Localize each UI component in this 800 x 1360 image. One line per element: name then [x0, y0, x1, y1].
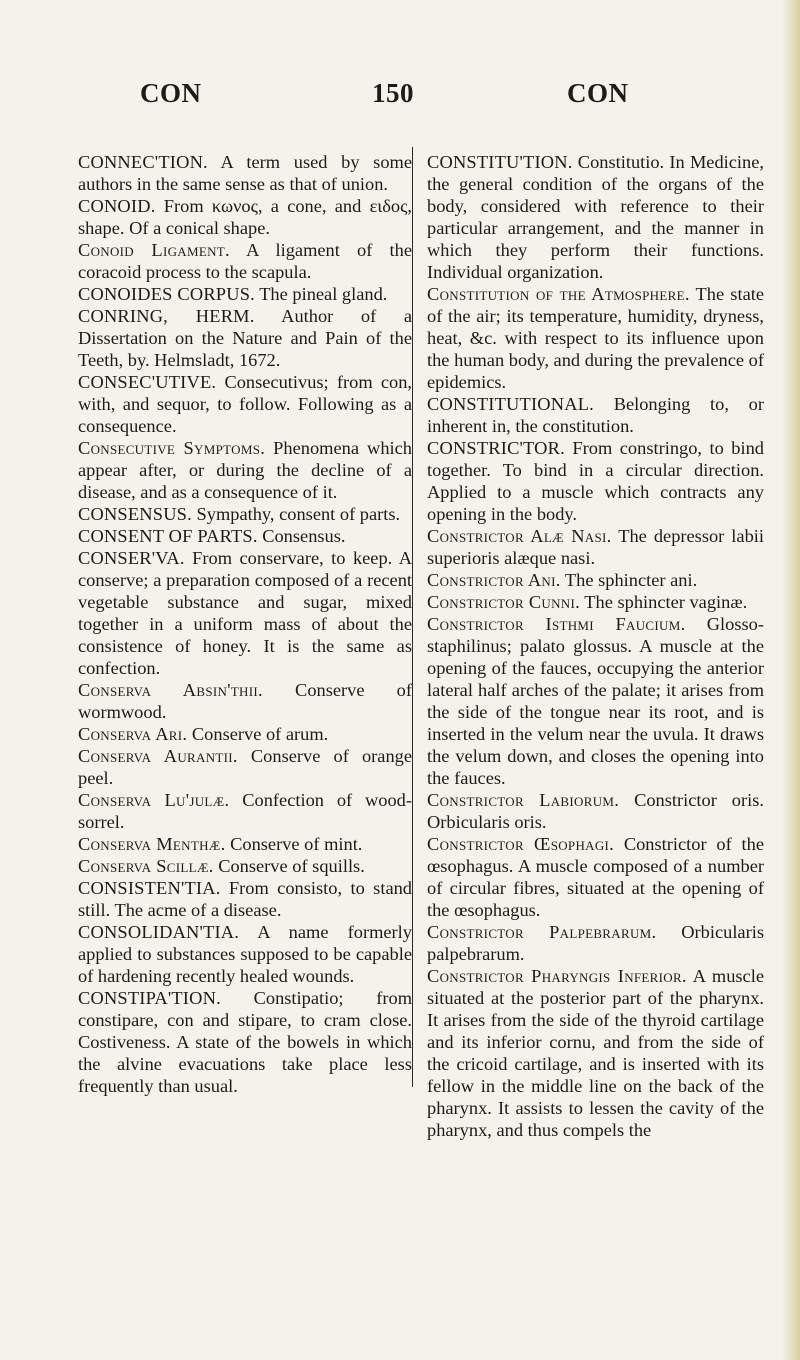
dictionary-entry — [427, 965, 764, 1141]
entry-definition: Conserve of orange peel. — [78, 746, 412, 788]
entry-definition: A name formerly applied to substances supposed to be capable of hardening recently healed wounds. — [78, 922, 412, 986]
entry-headword: Constrictor Palpebrarum. — [427, 922, 657, 942]
entry-headword: CONNEC'TION. — [78, 152, 208, 172]
entry-headword: CONRING, HERM. — [78, 306, 255, 326]
dictionary-entry — [78, 745, 412, 789]
entry-headword: Conserva Aurantii. — [78, 746, 238, 766]
entry-definition: The sphincter vaginæ. — [580, 592, 748, 612]
entry-definition: From consisto, to stand still. The acme of a disease. — [78, 878, 412, 920]
entry-definition: Conserve of arum. — [187, 724, 329, 744]
dictionary-entry — [427, 833, 764, 921]
entry-definition: Glosso-staphilinus; palato glossus. A muscle at the opening of the fauces, occupying the anterior lateral half arches of the palate; it arises from the side of the tongue near its root, and is inserted in the velum near the uvula. It draws the velum down, and closes the opening into the fauces. — [427, 614, 764, 788]
entry-headword: Conserva Absin'thii. — [78, 680, 263, 700]
left-column — [78, 151, 412, 1097]
dictionary-entry — [78, 789, 412, 833]
dictionary-entry — [78, 283, 412, 305]
entry-definition: The pineal gland. — [254, 284, 388, 304]
entry-headword: CONSTRIC'TOR. — [427, 438, 565, 458]
dictionary-entry — [78, 151, 412, 195]
entry-definition: A muscle situated at the posterior part of the pharynx. It arises from the side of the thyroid cartilage and its inferior cornu, and from the side of the cricoid cartilage, and is inserted with its fellow in the middle line on the back of the pharynx. It assists to lessen the cavity of the pharynx, and thus compels the — [427, 966, 764, 1140]
running-header — [0, 78, 800, 118]
dictionary-entry — [427, 921, 764, 965]
entry-headword: Constrictor Ani. — [427, 570, 561, 590]
entry-headword: CONSOLIDAN'TIA. — [78, 922, 240, 942]
entry-definition: Author of a Dissertation on the Nature and Pain of the Teeth, by. Helmsladt, 1672. — [78, 306, 412, 370]
entry-definition: From constringo, to bind together. To bind in a circular direction. Applied to a muscle which contracts any opening in the body. — [427, 438, 764, 524]
entry-definition: Consecutivus; from con, with, and sequor, to follow. Following as a consequence. — [78, 372, 412, 436]
page-edge — [782, 0, 800, 1360]
dictionary-entry — [78, 305, 412, 371]
dictionary-entry — [427, 393, 764, 437]
entry-headword: CONSENT OF PARTS. — [78, 526, 258, 546]
entry-definition: The depressor labii superioris alæque nasi. — [427, 526, 764, 568]
entry-definition: Sympathy, consent of parts. — [191, 504, 401, 524]
dictionary-entry — [427, 789, 764, 833]
entry-headword: Constrictor Alæ Nasi. — [427, 526, 612, 546]
entry-definition: Conserve of squills. — [213, 856, 365, 876]
entry-definition: The state of the air; its temperature, humidity, dryness, heat, &c. with respect to its influence upon the human body, and during the prevalence of epidemics. — [427, 284, 765, 392]
dictionary-entry — [427, 525, 764, 569]
entry-definition: Constipatio; from constipare, con and stipare, to cram close. Costiveness. A state of the bowels in which the alvine evacuations take place less frequently than usual. — [78, 988, 412, 1096]
entry-headword: Constrictor Œsophagi. — [427, 834, 615, 854]
entry-definition: From conservare, to keep. A conserve; a preparation composed of a recent vegetable substance and sugar, mixed together in a uniform mass of about the consistence of honey. It is the same as confection. — [78, 548, 412, 678]
entry-headword: Conserva Menthæ. — [78, 834, 226, 854]
entry-headword: CONSENSUS. — [78, 504, 192, 524]
entry-headword: CONSEC'UTIVE. — [78, 372, 217, 392]
entry-definition: Conserve of wormwood. — [78, 680, 412, 722]
dictionary-entry — [78, 723, 412, 745]
entry-headword: Constrictor Isthmi Faucium. — [427, 614, 686, 634]
entry-headword: Conserva Ari. — [78, 724, 188, 744]
entry-definition: Constrictor of the œsophagus. A muscle composed of a number of circular fibres, situated at the opening of the œsophagus. — [427, 834, 764, 920]
dictionary-entry — [78, 239, 412, 283]
dictionary-entry — [427, 613, 764, 789]
entry-headword: CONSER'VA. — [78, 548, 185, 568]
entry-definition: Conserve of mint. — [225, 834, 363, 854]
header-left-guide-word: CON — [140, 78, 202, 108]
entry-headword: CONOIDES CORPUS. — [78, 284, 255, 304]
dictionary-entry — [427, 437, 764, 525]
entry-headword: Conserva Lu'julæ. — [78, 790, 230, 810]
dictionary-entry — [427, 283, 764, 393]
dictionary-entry — [78, 877, 412, 921]
entry-definition: A term used by some authors in the same sense as that of union. — [78, 152, 412, 194]
entry-headword: CONSTIPA'TION. — [78, 988, 221, 1008]
entry-headword: Constrictor Cunni. — [427, 592, 581, 612]
entry-headword: Conserva Scillæ. — [78, 856, 214, 876]
header-right-guide-word: CON — [567, 78, 629, 108]
dictionary-entry — [78, 195, 412, 239]
entry-headword: Constrictor Pharyngis Inferior. — [427, 966, 687, 986]
dictionary-entry — [78, 855, 412, 877]
dictionary-entry — [78, 833, 412, 855]
entry-definition: Constrictor oris. Orbicularis oris. — [427, 790, 764, 832]
dictionary-entry — [78, 371, 412, 437]
entry-headword: Constitution of the Atmosphere. — [427, 284, 690, 304]
entry-headword: Consecutive Symptoms. — [78, 438, 266, 458]
dictionary-entry — [78, 921, 412, 987]
entry-definition: The sphincter ani. — [560, 570, 698, 590]
dictionary-entry — [427, 591, 764, 613]
entry-definition: Constitutio. In Medicine, the general condition of the organs of the body, considered with reference to their particular arrangement, and the manner in which they perform their functions. Individual organization. — [427, 152, 764, 282]
entry-definition: Orbicularis palpebrarum. — [427, 922, 764, 964]
entry-definition: Belonging to, or inherent in, the constitution. — [427, 394, 764, 436]
page-number: 150 — [372, 78, 414, 108]
right-column — [427, 151, 764, 1141]
dictionary-entry — [78, 679, 412, 723]
entry-definition: A ligament of the coracoid process to the scapula. — [78, 240, 413, 282]
dictionary-entry — [78, 525, 412, 547]
dictionary-entry — [78, 437, 412, 503]
entry-definition: Consensus. — [257, 526, 346, 546]
dictionary-entry — [78, 987, 412, 1097]
entry-definition: Phenomena which appear after, or during the decline of a disease, and as a consequence of it. — [78, 438, 412, 502]
entry-headword: CONOID. — [78, 196, 156, 216]
dictionary-entry — [427, 569, 764, 591]
entry-headword: CONSTITUTIONAL. — [427, 394, 594, 414]
entry-headword: CONSTITU'TION. — [427, 152, 573, 172]
column-divider — [412, 147, 413, 1087]
dictionary-entry — [427, 151, 764, 283]
dictionary-entry — [78, 503, 412, 525]
entry-headword: Constrictor Labiorum. — [427, 790, 620, 810]
entry-headword: CONSISTEN'TIA. — [78, 878, 221, 898]
entry-definition: From κωνος, a cone, and ειδος, shape. Of a conical shape. — [78, 196, 412, 238]
entry-headword: Conoid Ligament. — [78, 240, 230, 260]
dictionary-entry — [78, 547, 412, 679]
entry-definition: Confection of wood-sorrel. — [78, 790, 412, 832]
